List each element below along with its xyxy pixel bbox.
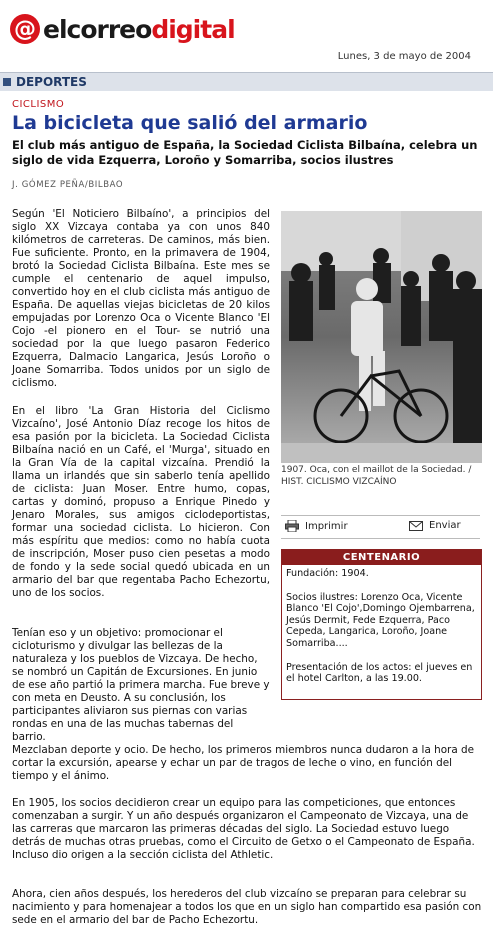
article-paragraph: En 1905, los socios decidieron crear un equipo para las competiciones, que entonces comenzaban a surgir. Y un año después organizaron el Campeonato de Vizcaya, una de las carreras que marcaron las primeras décadas del siglo. La Sociedad estuvo luego detrás de muchas otras pruebas, como el Circuito de Getxo o el Campeonato de España. Incluso dio origen a la sección ciclista del Athletic. [12, 797, 475, 861]
article-paragraph: Mezclaban deporte y ocio. De hecho, los primeros miembros nunca dudaron a la hora de cortar la excursión, apearse y echar un par de tragos de leche o vino, en función del tiempo y el ánimo. [12, 744, 474, 782]
article-headline: La bicicleta que salió del armario [12, 112, 368, 134]
box-title: CENTENARIO [282, 550, 481, 565]
article-byline: J. GÓMEZ PEÑA/BILBAO [12, 180, 124, 190]
centenario-box [281, 549, 482, 700]
date-label: Lunes, 3 de mayo de 2004 [337, 51, 471, 62]
site-logo[interactable] [10, 14, 235, 44]
paragraph-text: Tenían eso y un objetivo: promocionar el cicloturismo y divulgar las bellezas de la naturaleza y los pueblos de Vizcaya. De hecho, se nombró un Capitán de Excursiones. En junio de ese año partió la primera marcha. Fue breve y con meta en Deusto. A su conclusión, los participantes aliviaron sus piernas con varias rondas en una de las muchas tabernas del barrio. [12, 627, 270, 743]
mail-icon [409, 521, 423, 531]
print-icon [285, 520, 299, 532]
logo-text-b: digital [151, 14, 235, 44]
photo-caption: 1907. Oca, con el maillot de la Sociedad. / HIST. CICLISMO VIZCAÍNO [281, 465, 472, 487]
article-subhead: El club más antiguo de España, la Sociedad Ciclista Bilbaína, celebra un siglo de vida Ezquerra, Loroño y Somarriba, socios ilustres [12, 138, 478, 167]
article-paragraph: En el libro 'La Gran Historia del Ciclismo Vizcaíno', José Antonio Díaz recoge los hitos de esa pasión por la bicicleta. La Sociedad Ciclista Bilbaína nació en un Café, el 'Murga', situado en la Gran Vía de la capital vizcaína. Prendió la llama un irlandés que sin saberlo tenía apellido de ciclista: Juan Moser. Entre humo, copas, cartas y dominó, propuso a Enrique Pinedo y Jenaro Morales, sus amigos ciclodeportistas, formar una sociedad ciclista. Lo hicieron. Con más espíritu que medios: como no había cuota de inscripción, Moser puso cien pesetas a modo de fondo y la sede social quedó ubicada en un armario del bar que regentaba Pacho Echezortu, uno de los socios. [12, 405, 270, 599]
print-button[interactable] [285, 520, 348, 532]
logo-text [43, 15, 235, 44]
article-paragraph: Según 'El Noticiero Bilbaíno', a principios del siglo XX Vizcaya contaba ya con unos 840 kilómetros de carreteras. De caminos, más bien. Fue suficiente. Pronto, en la primavera de 1904, brotó la Sociedad Ciclista Bilbaína. Este mes se cumple el centenario de aquel impulso, convertido hoy en el club ciclista más antiguo de España. De aquellas viejas bicicletas de 20 kilos empujadas por Lorenzo Oca o Vicente Blanco 'El Cojo -el pionero en el Tour- se nutrió una sociedad por la que luego pasaron Federico Ezquerra, Dalmacio Langarica, Jesús Loroño o Joane Somarriba. Todos unidos por un siglo de ciclismo. [12, 208, 270, 389]
send-button[interactable] [409, 520, 461, 531]
article-photo [281, 211, 482, 463]
section-square-icon [3, 78, 11, 86]
box-events: Presentación de los actos: el jueves en el hotel Carlton, a las 19.00. [286, 661, 473, 685]
article-kicker: CICLISMO [12, 99, 65, 110]
logo-text-a: elcorreo [43, 14, 152, 44]
section-bar [0, 72, 493, 91]
print-label: Imprimir [305, 520, 348, 532]
article-paragraph: Ahora, cien años después, los herederos del club vizcaíno se preparan para celebrar su nacimiento y para homenajear a todos los que en un siglo han compartido esa pasión con sede en el armario del bar de Pacho Echezortu. [12, 888, 482, 926]
section-label[interactable]: DEPORTES [16, 75, 87, 89]
cyclist-photo-image [281, 211, 482, 463]
box-members: Socios ilustres: Lorenzo Oca, Vicente Blanco 'El Cojo',Domingo Ojembarrena, Jesús Dermit, Fede Ezquerra, Paco Cepeda, Langarica, Loroño, Joane Somarriba.... [286, 591, 475, 649]
box-founded: Fundación: 1904. [286, 568, 369, 579]
article-tools [281, 515, 480, 539]
logo-at-icon: @ [10, 14, 40, 44]
send-label: Enviar [429, 520, 461, 531]
masthead [0, 0, 493, 72]
